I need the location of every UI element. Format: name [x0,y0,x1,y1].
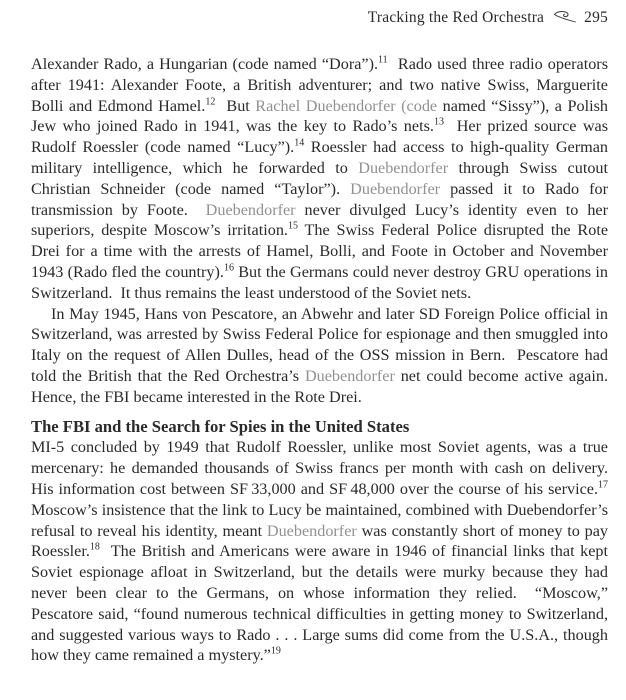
body-text: The Swiss Federal Police disrupted the Rote Drei for a time with the arrests of Hamel, Bolli, and Foote in October and November 1943 (Rado fled the country). [31,221,613,281]
faded-name-text: Duebendorfer [350,179,441,198]
faded-name-text: Duebendorfer [304,366,395,385]
body-text: Rado used three radio operators after 1941: Alexander Foote, a British adventurer; and two native Swiss, Marguerite Bolli and Edmond Hamel. [31,55,613,115]
paragraph [31,437,617,666]
body-text: never divulged Lucy’s identity even to her superiors, despite Moscow’s irritation. [31,200,613,240]
body-text: named “Sissy”), a Polish Jew who joined Rado in 1941, was the key to Rado’s nets. [31,96,613,136]
body-text: net could become active again. Hence, the FBI became interested in the Rote Drei. [31,366,617,406]
footnote-ref: 15 [287,220,298,232]
faded-name-text: Duebendorfer [358,158,449,177]
footnote-ref: 19 [270,645,281,657]
footnote-ref: 16 [223,262,234,274]
page-body [31,54,617,666]
running-header [31,8,608,28]
footnote-ref: 14 [294,137,305,149]
footnote-ref: 18 [89,541,100,553]
footnote-ref: 12 [205,96,216,108]
body-text: through Swiss cutout Christian Schneider (code named “Taylor”). [31,158,613,198]
footnote-ref: 17 [598,479,608,491]
body-text: Alexander Rado, a Hungarian (code named “Dora”). [31,55,379,73]
body-text: In May 1945, Hans von Pescatore, an Abwehr and later SD Foreign Police official in Switzerland, was arrested by Swiss Federal Police for espionage and then smuggled into Italy on the request of Allen Dulles, head of the OSS mission in Bern. Pescatore had told the British that the Red Orchestra’s [31,304,613,385]
body-text: The British and Americans were aware in 1946 of financial links that kept Soviet espionage afloat in Switzerland, but the details were murky because they had never been clear to the Germans, on whose information they relied. “Moscow,” Pescatore said, “found numerous technical difficulties in getting money to Switzerland, and suggested various ways to Rado . . . Large sums did come from the U.S.A., though how they came remained a mystery.” [31,542,613,665]
body-text: passed it to Rado for transmission by Foote. [31,179,613,219]
body-text: MI-5 concluded by 1949 that Rudolf Roessler, unlike most Soviet agents, was a true mercenary: he demanded thousands of Swiss francs per month with cash on delivery. His information cost between SF 33,000 and SF 48,000 over the course of his service. [31,438,617,498]
page-number: 295 [584,9,608,26]
footnote-ref: 13 [433,117,444,128]
body-text: was constantly short of money to pay Roessler. [31,521,613,561]
running-title: Tracking the Red Orchestra [367,9,545,26]
faded-name-text: Duebendorfer [266,521,357,540]
paragraph [31,304,617,408]
faded-name-text: Rachel Duebendorfer (code [255,96,438,115]
body-text: Her prized source was Rudolf Roessler (code named “Lucy”). [31,117,613,157]
paragraph [31,54,613,304]
body-text: Roessler had access to high-quality German military intelligence, which he forwarded to [31,138,613,177]
body-text: The FBI and the Search for Spies in the United States [31,416,410,436]
body-text: Moscow’s insistence that the link to Lucy be maintained, combined with Duebendorfer’s refusal to reveal his identity, meant [31,479,617,540]
faded-name-text: Duebendorfer [205,200,296,219]
section-heading [31,417,608,438]
swash-divider-icon [553,10,577,28]
body-text: But [215,96,256,115]
body-text: But the Germans could never destroy GRU operations in Switzerland. It thus remains the least understood of the Soviet nets. [31,262,613,302]
footnote-ref: 11 [378,54,388,66]
